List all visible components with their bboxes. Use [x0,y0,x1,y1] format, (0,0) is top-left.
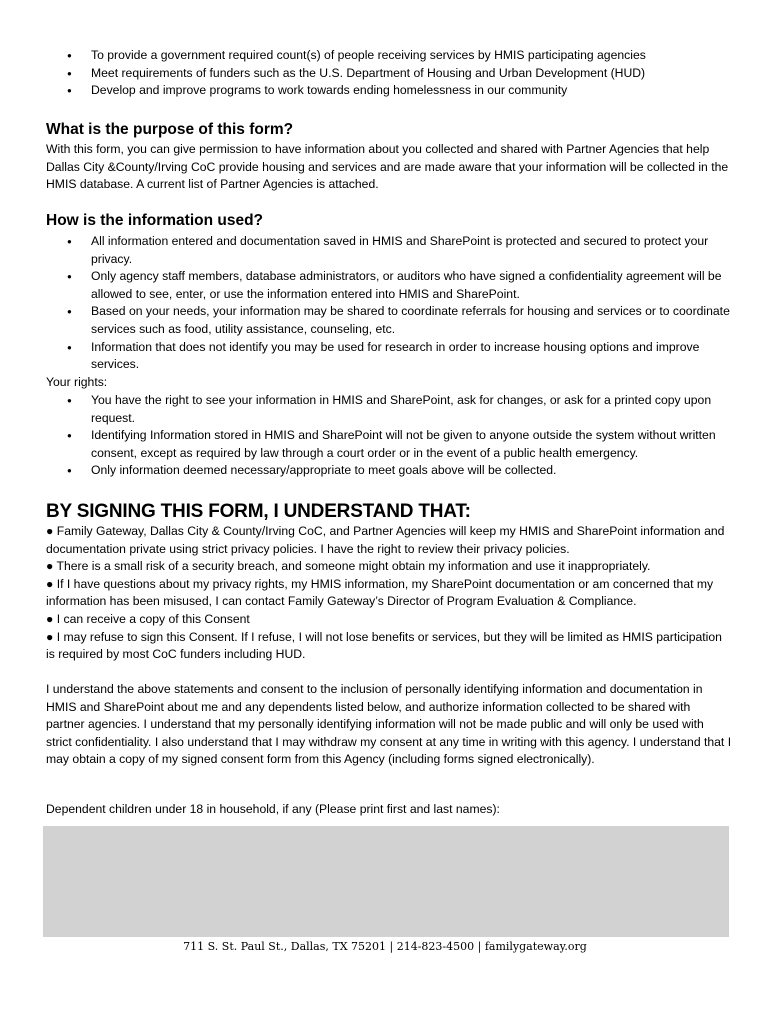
signing-statements [46,523,732,664]
consent-paragraph: I understand the above statements and consent to the inclusion of personally identifying information and documentation in HMIS and SharePoint about me and any dependents listed below, and authorize information collected to be shared with partner agencies. I understand that my personally identifying information will not be made public and will only be used with strict confidentiality. I also understand that I may withdraw my consent at any time in writing with this agency. I understand that I may obtain a copy of my signed consent form from this Agency (including forms signed electronically). [46,682,732,767]
statement-item: ● Family Gateway, Dallas City & County/Irving CoC, and Partner Agencies will keep my HMIS and SharePoint information and documentation private using strict privacy policies. I have the right to review their privacy policies. [46,524,725,556]
list-item: ● Identifying Information stored in HMIS and SharePoint will not be given to anyone outside the system without written consent, except as required by law through a court order or in the event of a public health emergency. [46,427,730,462]
usage-heading: How is the information used? [46,212,264,229]
statement-item: ● There is a small risk of a security breach, and someone might obtain my information and use it inappropriately. [46,559,651,574]
list-item: ● You have the right to see your information in HMIS and SharePoint, ask for changes, or ask for a printed copy upon request. [46,392,730,427]
dependents-input-area[interactable] [43,826,729,937]
list-item: ● Information that does not identify you may be used for research in order to increase housing options and improve services. [46,339,730,374]
list-item: ● Develop and improve programs to work towards ending homelessness in our community [46,82,730,100]
rights-label: Your rights: [46,375,108,389]
list-item: ● All information entered and documentation saved in HMIS and SharePoint is protected and secured to protect your privacy. [46,233,730,268]
footer-address: 711 S. St. Paul St., Dallas, TX 75201 | 214-823-4500 | familygateway.org [183,940,587,953]
purpose-text: With this form, you can give permission to have information about you collected and shared with Partner Agencies that help Dallas City &County/Irving CoC provide housing and services and are made aware that your information will be collected in the HMIS database. A current list of Partner Agencies is attached. [46,142,729,192]
list-item: ● Only agency staff members, database administrators, or auditors who have signed a confidentiality agreement will be allowed to see, enter, or use the information entered into HMIS and SharePoint. [46,268,730,303]
statement-item: ● I may refuse to sign this Consent. If I refuse, I will not lose benefits or services, but they will be limited as HMIS participation is required by most CoC funders including HUD. [46,629,722,662]
list-item: ● Only information deemed necessary/appropriate to meet goals above will be collected. [46,462,730,480]
dependents-label: Dependent children under 18 in household, if any (Please print first and last names): [46,802,500,816]
rights-bullet-list [0,392,770,480]
purpose-heading: What is the purpose of this form? [46,121,294,138]
list-item: ● Meet requirements of funders such as the U.S. Department of Housing and Urban Development (HUD) [46,65,730,83]
purpose-bullet-list [0,47,770,100]
usage-bullet-list [0,233,770,374]
list-item: ● Based on your needs, your information may be shared to coordinate referrals for housing and services or to coordinate services such as food, utility assistance, counseling, etc. [46,303,730,338]
signing-heading: BY SIGNING THIS FORM, I UNDERSTAND THAT: [46,501,471,522]
list-item: ● To provide a government required count(s) of people receiving services by HMIS participating agencies [46,47,730,65]
statement-item: ● If I have questions about my privacy rights, my HMIS information, my SharePoint documentation or am concerned that my information has been misused, I can contact Family Gateway’s Director of Program Evaluation & Compliance. [46,576,714,609]
statement-item: ● I can receive a copy of this Consent [46,611,250,626]
